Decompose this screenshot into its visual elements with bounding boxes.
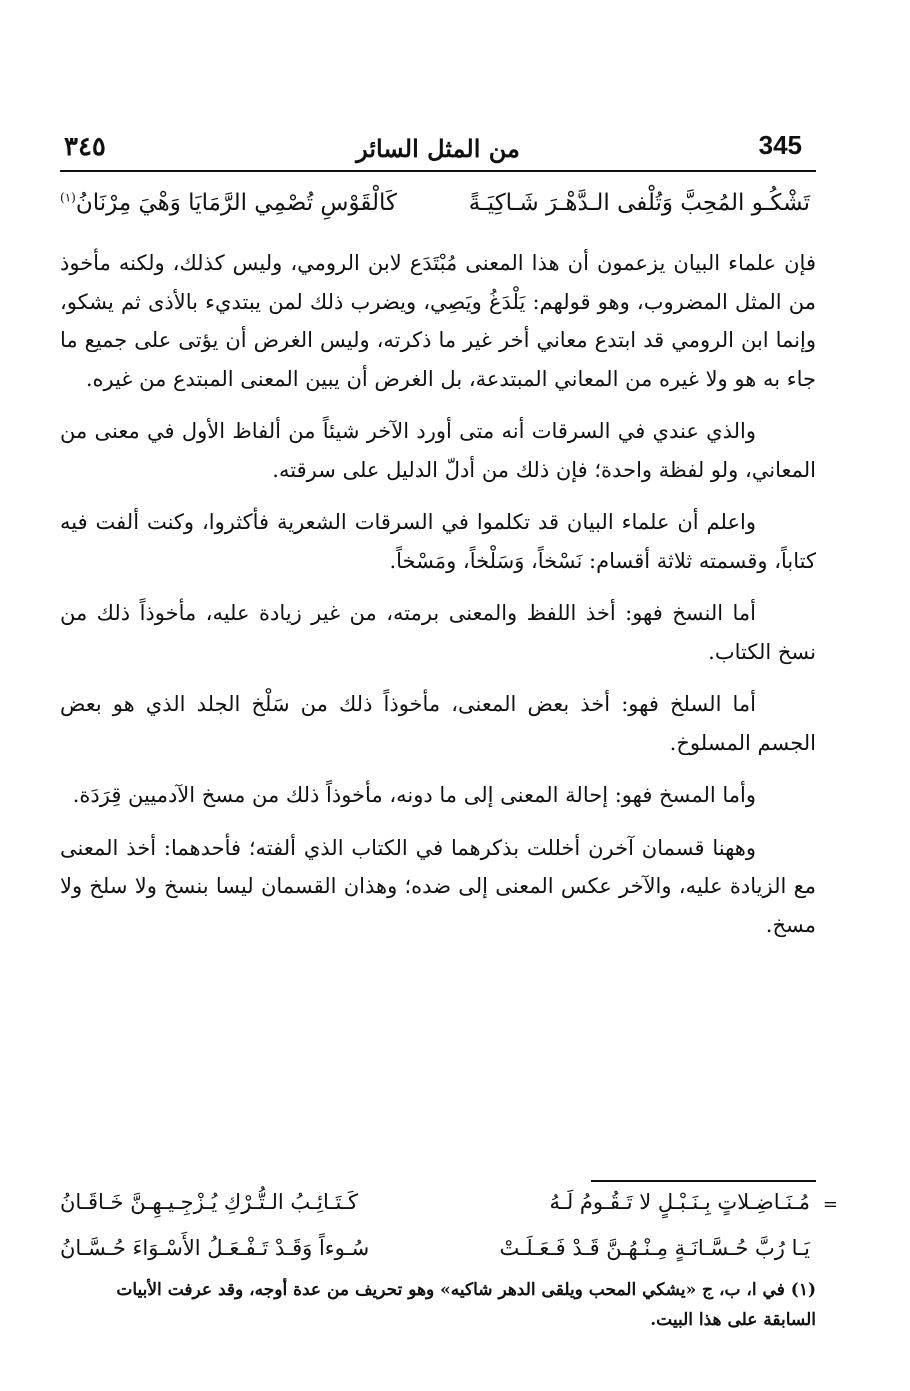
footnote-ref: (١) (60, 190, 76, 205)
paragraph: أما السلخ فهو: أخذ بعض المعنى، مأخوذاً ذلك من سَلْخ الجلد الذي هو بعض الجسم المسلوخ. (60, 692, 816, 755)
page-number-latin: 345 (758, 130, 802, 160)
page-number-arabic: ٣٤٥ (64, 132, 106, 162)
paragraph: فإن علماء البيان يزعمون أن هذا المعنى مُبْتَدَع لابن الرومي، وليس كذلك، ولكنه مأخوذ من المثل المضروب، وهو قولهم: يَلْدَغُ ويَصِي، ويضرب ذلك لمن يبتديء بالأذى ثم يشكو، وإنما ابن الرومي قد ابتدع معاني أخر غير ما ذكرته، وليس الغرض أن يؤتى على جميع ما جاء به هو ولا غيره من المعاني المبتدعة، بل الغرض أن يبين المعنى المبتدع من غيره. (60, 251, 816, 391)
verse-hemistich-2 (60, 190, 397, 216)
verse-hemistich-1: تَشْكُـو المُحِبَّ وَتُلْفى الـدَّهْـرَ شَـاكِيَـةً (468, 190, 810, 216)
book-page (60, 120, 838, 1340)
footnote-hemistich: كَـتَـائِـبُ الـتُّـرْكِ يُـزْجِـيـهِـنَّ خَـاقَـانُ (60, 1190, 359, 1214)
body-text (60, 244, 816, 958)
verse-hemistich-2-text: كَالْقَوْسِ تُصْمِي الرَّمَايَا وَهْيَ مِرْنَانُ (75, 190, 397, 216)
paragraph: وههنا قسمان آخرن أخللت بذكرهما في الكتاب الذي ألفته؛ فأحدهما: أخذ المعنى مع الزيادة عليه، والآخر عكس المعنى إلى ضده؛ وهذان القسمان ليسا بنسخ ولا سلخ ولا مسخ. (60, 835, 816, 937)
running-header (60, 132, 816, 172)
footnote-hemistich: مُـنَـاضِـلاتٍ بِـنَـبْـلٍ لا تَـقُـومُ لَـهُ (549, 1190, 810, 1214)
paragraph: واعلم أن علماء البيان قد تكلموا في السرقات الشعرية فأكثروا، وكنت ألفت فيه كتاباً، وقسمته ثلاثة أقسام: نَسْخاً، وَسَلْخاً، ومَسْخاً. (60, 510, 816, 573)
footnote-verse-row (60, 1232, 816, 1278)
paragraph: والذي عندي في السرقات أنه متى أورد الآخر شيئاً من ألفاظ الأول في معنى من المعاني، ولو لفظة واحدة؛ فإن ذلك من أدلّ الدليل على سرقته. (60, 419, 816, 482)
poem-verse (60, 190, 816, 226)
book-title: من المثل السائر (356, 134, 520, 163)
paragraph: أما النسخ فهو: أخذ اللفظ والمعنى برمته، من غير زيادة عليه، مأخوذاً ذلك من نسخ الكتاب. (60, 601, 816, 664)
footnote-note: (١) في ا، ب، ج «يشكي المحب ويلقى الدهر شاكيه» وهو تحريف من عدة أوجه، وقد عرفت الأبيات السابقة على هذا البيت. (116, 1280, 816, 1330)
footnote-hemistich: يَـا رُبَّ حُـسَّـانَـةٍ مِـنْـهُـنَّ قَـدْ فَـعَـلَـتْ (499, 1236, 810, 1260)
footnote-rule (591, 1180, 816, 1182)
footnote-hemistich: سُـوءاً وَقَـدْ تَـفْـعَـلُ الأَسْـوَاءَ حُـسَّـانُ (60, 1236, 370, 1260)
header-rule (60, 170, 816, 172)
paragraph: وأما المسخ فهو: إحالة المعنى إلى ما دونه، مأخوذاً ذلك من مسخ الآدميين قِرَدَة. (72, 783, 756, 807)
footnote-verses (60, 1186, 838, 1278)
footnote-verse-row (60, 1186, 816, 1232)
continuation-marker: = (822, 1194, 838, 1215)
